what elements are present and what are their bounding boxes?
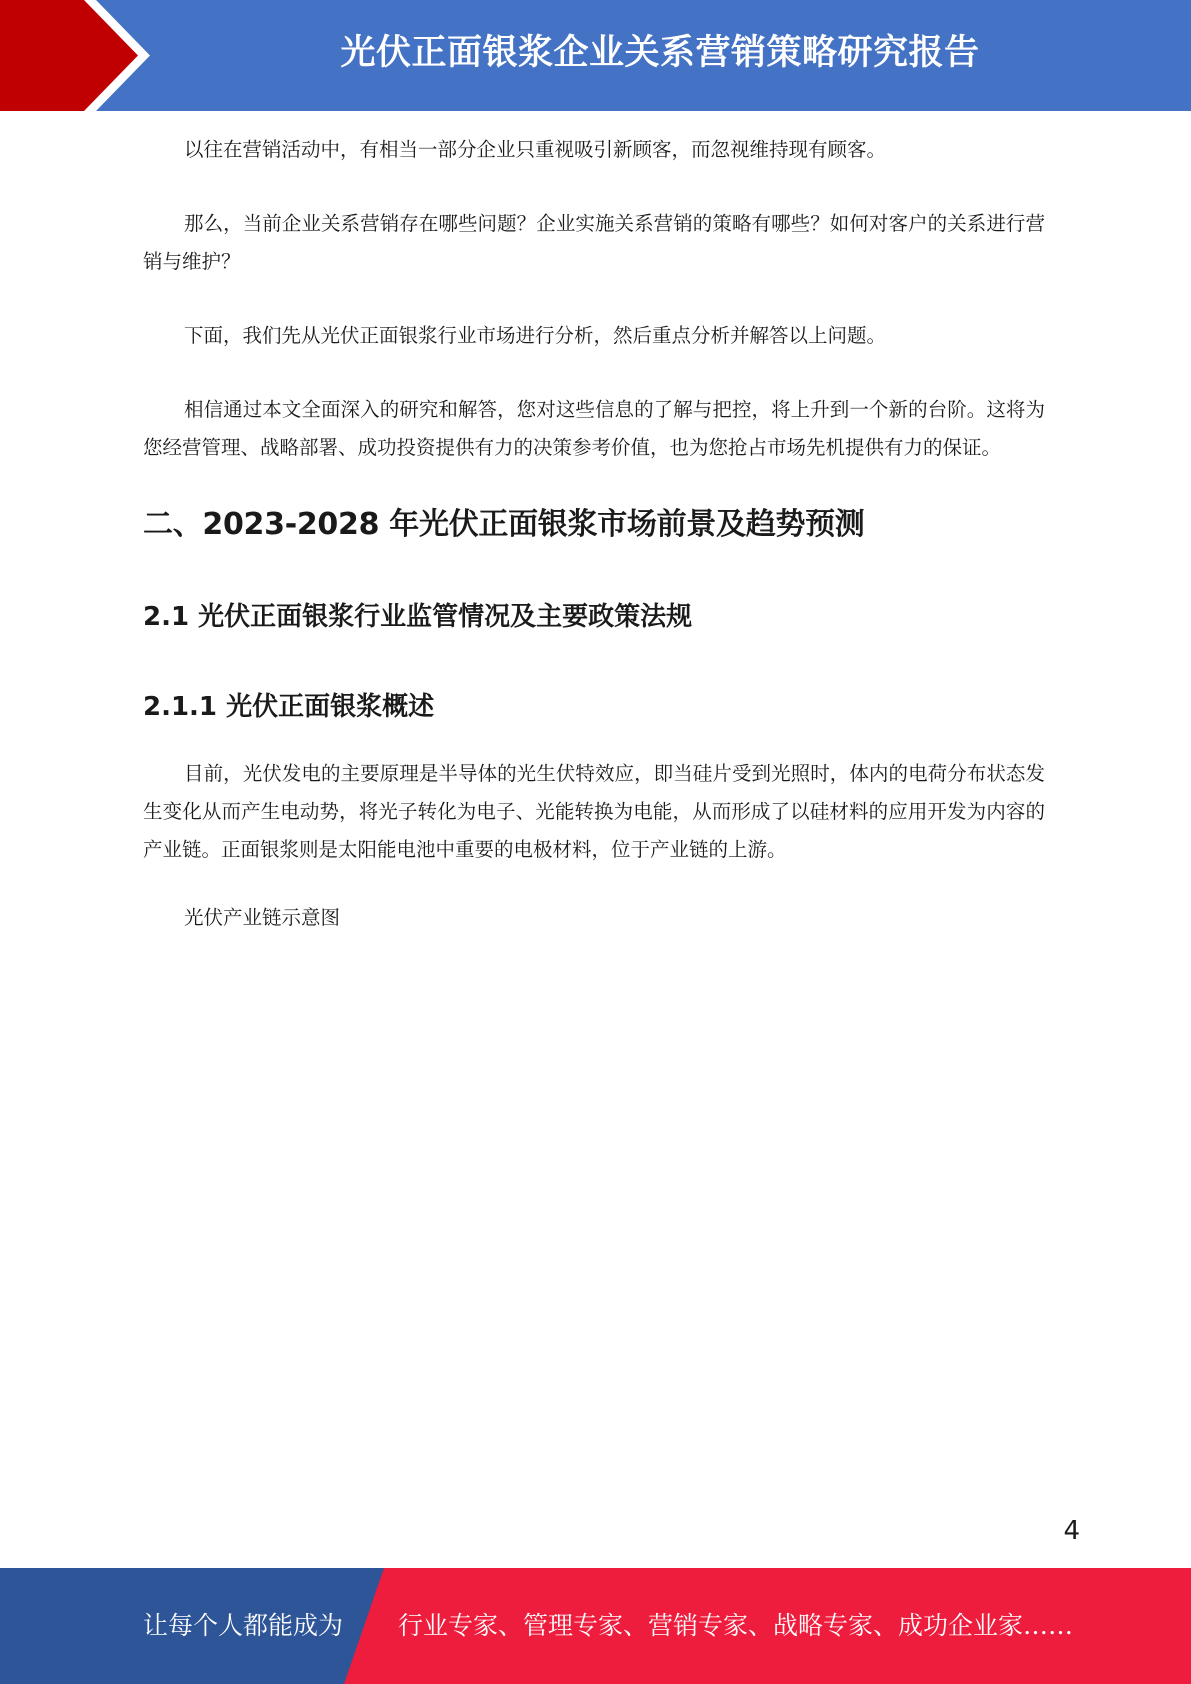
footer-slogan-left: 让每个人都能成为 xyxy=(143,1611,344,1640)
footer-slogan-right: 行业专家、管理专家、营销专家、战略专家、成功企业家…… xyxy=(398,1611,1074,1640)
subsubsection-heading-2-1-1: 2.1.1 光伏正面银浆概述 xyxy=(143,692,435,722)
figure-caption: 光伏产业链示意图 xyxy=(184,906,341,929)
section-heading-2: 二、2023-2028 年光伏正面银浆市场前景及趋势预测 xyxy=(143,507,865,542)
page-header xyxy=(0,0,1191,111)
page-footer xyxy=(0,1568,1191,1684)
paragraph-1: 以往在营销活动中，有相当一部分企业只重视吸引新顾客，而忽视维持现有顾客。 xyxy=(184,138,887,161)
paragraph-2: 那么，当前企业关系营销存在哪些问题？企业实施关系营销的策略有哪些？如何对客户的关系进行营销与维护？ xyxy=(143,212,1045,273)
paragraph-3: 下面，我们先从光伏正面银浆行业市场进行分析，然后重点分析并解答以上问题。 xyxy=(184,324,887,347)
paragraph-4: 相信通过本文全面深入的研究和解答，您对这些信息的了解与把控，将上升到一个新的台阶。这将为您经营管理、战略部署、成功投资提供有力的决策参考价值，也为您抢占市场先机提供有力的保证。 xyxy=(143,398,1045,459)
report-title: 光伏正面银浆企业关系营销策略研究报告 xyxy=(340,33,980,73)
document-body xyxy=(143,131,1045,937)
subsection-heading-2-1: 2.1 光伏正面银浆行业监管情况及主要政策法规 xyxy=(143,602,693,632)
header-arrow-decoration xyxy=(0,0,160,111)
page-number: 4 xyxy=(1063,1516,1080,1546)
paragraph-5: 目前，光伏发电的主要原理是半导体的光生伏特效应，即当硅片受到光照时，体内的电荷分布状态发生变化从而产生电动势，将光子转化为电子、光能转换为电能，从而形成了以硅材料的应用开发为内容的产业链。正面银浆则是太阳能电池中重要的电极材料，位于产业链的上游。 xyxy=(143,762,1045,861)
